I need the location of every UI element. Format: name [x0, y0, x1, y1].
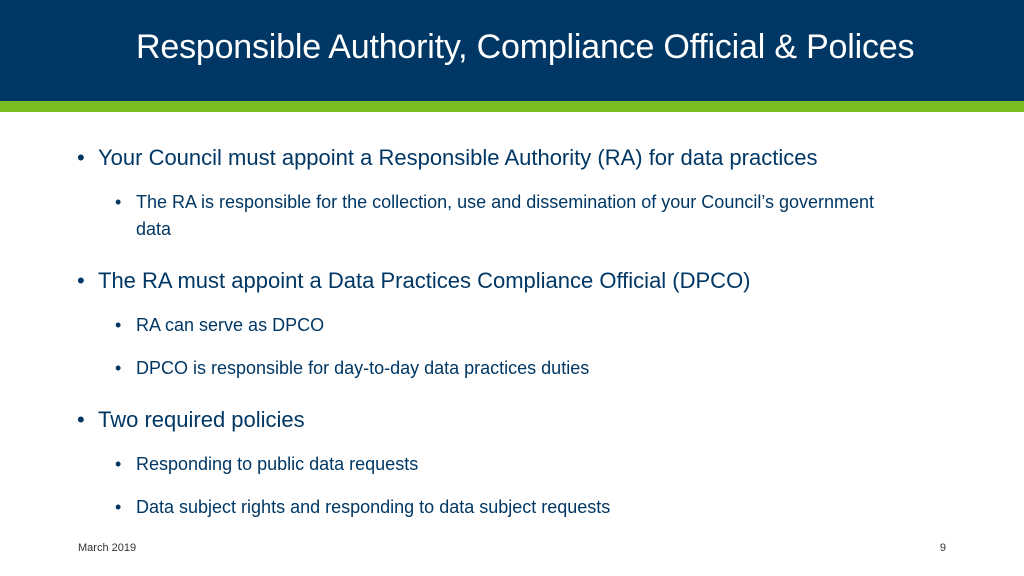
bullet-text: Your Council must appoint a Responsible Authority (RA) for data practices: [98, 145, 818, 170]
sub-bullet-item: [115, 451, 896, 478]
bullet-dot-icon: •: [115, 315, 122, 335]
sub-bullet-item: [115, 312, 896, 339]
bullet-item: [77, 268, 751, 294]
bullet-dot-icon: •: [77, 268, 85, 293]
sub-bullet-text: The RA is responsible for the collection, use and dissemination of your Council’s government data: [136, 192, 875, 239]
page-number: 9: [939, 542, 946, 554]
bullet-text: Two required policies: [98, 407, 305, 432]
sub-bullet-item: [115, 189, 896, 243]
footer-date: March 2019: [78, 542, 137, 554]
sub-bullet-text: Data subject rights and responding to data subject requests: [136, 497, 611, 517]
sub-bullet-item: [115, 494, 896, 521]
bullet-item: [77, 145, 818, 171]
bullet-dot-icon: •: [115, 192, 122, 212]
bullet-dot-icon: •: [77, 407, 85, 432]
bullet-item: [77, 407, 305, 433]
slide-title: Responsible Authority, Compliance Official & Polices: [136, 28, 915, 66]
bullet-dot-icon: •: [77, 145, 85, 170]
bullet-dot-icon: •: [115, 358, 122, 378]
bullet-dot-icon: •: [115, 454, 122, 474]
sub-bullet-text: Responding to public data requests: [136, 454, 419, 474]
bullet-dot-icon: •: [115, 497, 122, 517]
sub-bullet-text: RA can serve as DPCO: [136, 315, 325, 335]
bullet-text: The RA must appoint a Data Practices Compliance Official (DPCO): [98, 268, 751, 293]
sub-bullet-text: DPCO is responsible for day-to-day data practices duties: [136, 358, 590, 378]
sub-bullet-item: [115, 355, 896, 382]
